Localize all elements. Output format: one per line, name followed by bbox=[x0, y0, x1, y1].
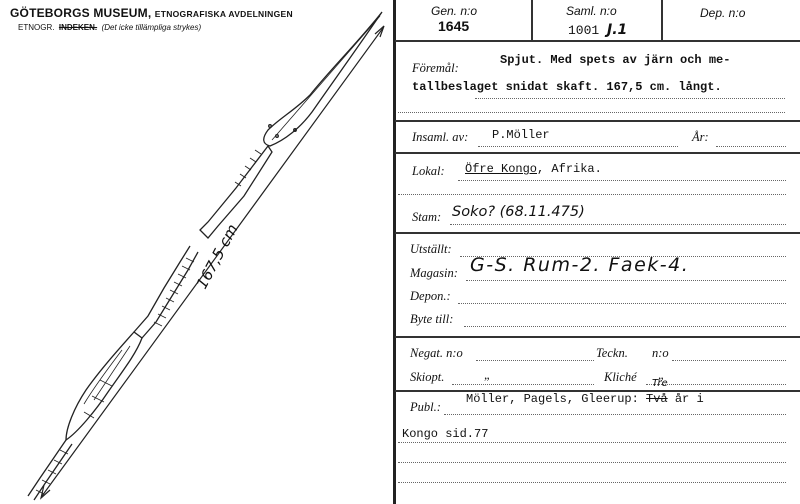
publ-correction: Två Tre bbox=[646, 378, 668, 406]
length-note: 167,5 cm bbox=[192, 221, 242, 292]
gen-label: Gen. n:o bbox=[431, 4, 478, 18]
publ-dotline-3 bbox=[398, 462, 786, 463]
header-divider bbox=[395, 40, 800, 42]
spear-butt bbox=[28, 440, 72, 500]
lokal-label: Lokal: bbox=[412, 164, 445, 178]
byte-dotline bbox=[464, 326, 786, 327]
divider-4 bbox=[395, 336, 800, 338]
publ-dotline-1 bbox=[444, 414, 786, 415]
skiopt-ditto: „ bbox=[484, 368, 491, 382]
saml-label: Saml. n:o bbox=[566, 4, 617, 18]
kliche-ditto: „ bbox=[658, 368, 665, 382]
divider-1 bbox=[395, 120, 800, 122]
divider-3 bbox=[395, 232, 800, 234]
stam-dotline bbox=[450, 224, 786, 225]
foremal-label: Föremål: bbox=[412, 61, 459, 75]
foremal-line-1: Spjut. Med spets av järn och me- bbox=[500, 53, 731, 67]
foremal-dotline-3 bbox=[398, 112, 785, 113]
divider-2 bbox=[395, 152, 800, 154]
insaml-dotline bbox=[478, 146, 678, 147]
lokal-dotline bbox=[458, 180, 786, 181]
ar-label: År: bbox=[692, 130, 709, 144]
kliche-label: Kliché bbox=[604, 370, 637, 384]
depon-label: Depon.: bbox=[410, 289, 451, 303]
teckn-no: n:o bbox=[652, 346, 669, 360]
skiopt-label: Skiopt. bbox=[410, 370, 445, 384]
dep-label: Dep. n:o bbox=[700, 6, 746, 20]
saml-value bbox=[568, 22, 627, 38]
insaml-label: Insaml. av: bbox=[412, 130, 469, 144]
saml-suffix: J.1 bbox=[607, 22, 628, 38]
teckn-dotline bbox=[672, 360, 786, 361]
strike-note: (Det icke tillämpliga strykes) bbox=[101, 23, 202, 32]
foremal-line-2: tallbeslaget snidat skaft. 167,5 cm. långt. bbox=[412, 80, 722, 94]
spear-shaft bbox=[134, 246, 198, 338]
magasin-label: Magasin: bbox=[410, 266, 458, 280]
skiopt-dotline bbox=[452, 384, 594, 385]
publ-dotline-2 bbox=[398, 442, 786, 443]
gen-value: 1645 bbox=[438, 18, 470, 34]
card-left-border bbox=[393, 0, 396, 504]
department-name: ETNOGRAFISKA AVDELNINGEN bbox=[154, 9, 293, 19]
struck-word: INDEKEN. bbox=[58, 23, 98, 32]
byte-label: Byte till: bbox=[410, 312, 454, 326]
magasin-dotline bbox=[466, 280, 786, 281]
stam-value: Soko? (68.11.475) bbox=[452, 204, 585, 220]
negat-label: Negat. n:o bbox=[410, 346, 463, 360]
utstallt-label: Utställt: bbox=[410, 242, 452, 256]
saml-number: 1001 bbox=[568, 23, 600, 38]
negat-dotline bbox=[476, 360, 594, 361]
publ-label: Publ.: bbox=[410, 400, 441, 414]
lokal-value: Öfre Kongo, Afrika. bbox=[465, 162, 602, 176]
spear-drawing bbox=[0, 0, 395, 504]
ar-dotline bbox=[716, 146, 786, 147]
publ-line-2: Kongo sid.77 bbox=[402, 427, 489, 441]
insaml-value: P.Möller bbox=[492, 128, 550, 142]
museum-name: GÖTEBORGS MUSEUM, bbox=[10, 6, 152, 20]
carved-section bbox=[66, 332, 142, 440]
publ-dotline-4 bbox=[398, 482, 786, 483]
lokal-dotline-2 bbox=[398, 194, 786, 195]
foremal-dotline-2 bbox=[475, 98, 785, 99]
header-sep-1 bbox=[531, 0, 533, 40]
magasin-value: G-S. Rum-2. Faek-4. bbox=[470, 254, 690, 276]
etnogr-label: ETNOGR. bbox=[18, 23, 55, 32]
stam-label: Stam: bbox=[412, 210, 442, 224]
header-sep-2 bbox=[661, 0, 663, 40]
publ-line-1: Möller, Pagels, Gleerup: Två Tre år i bbox=[466, 378, 704, 406]
depon-dotline bbox=[458, 303, 786, 304]
teckn-label: Teckn. bbox=[596, 346, 628, 360]
spear-blade bbox=[200, 12, 382, 238]
